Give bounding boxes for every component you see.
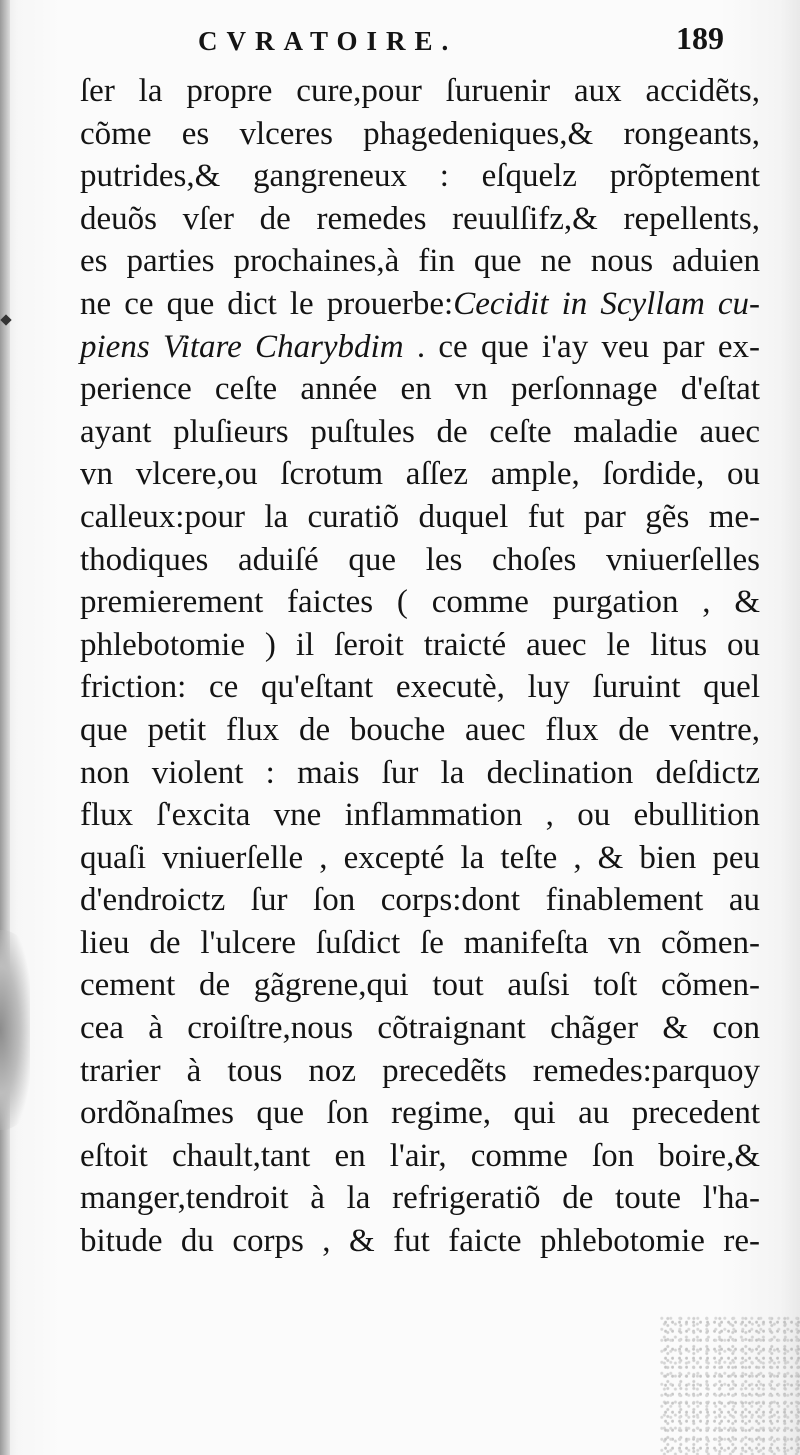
- text-segment: manger,tendroit à la refrigeratiõ de toute l'ha-: [80, 1180, 760, 1217]
- text-line: [80, 198, 760, 241]
- text-line: [80, 113, 760, 156]
- text-line: [80, 368, 760, 411]
- text-line: [80, 752, 760, 795]
- text-segment: d'endroictz ſur ſon corps:dont finablement au: [80, 882, 760, 919]
- text-line: [80, 1007, 760, 1050]
- text-line: [80, 496, 760, 539]
- page-edge-shadow: [0, 930, 30, 1130]
- text-segment: trarier à tous noz precedẽts remedes:parquoy: [80, 1052, 760, 1089]
- text-segment: phlebotomie ) il ſeroit traicté auec le litus ou: [80, 626, 760, 663]
- text-line: [80, 1135, 760, 1178]
- italic-text-segment: Cecidit in Scyllam cu-: [453, 285, 761, 322]
- text-segment: que petit flux de bouche auec flux de ventre,: [80, 711, 760, 748]
- text-segment: es parties prochaines,à fin que ne nous aduien: [80, 243, 760, 280]
- text-line: [80, 326, 760, 369]
- text-segment: putrides,& gangreneux : eſquelz prõptement: [80, 158, 760, 195]
- text-segment: flux ſ'excita vne inflammation , ou ebullition: [80, 797, 760, 834]
- text-line: [80, 794, 760, 837]
- text-line: [80, 539, 760, 582]
- text-line: [80, 155, 760, 198]
- body-text: [80, 70, 760, 1263]
- page-number: 189: [676, 20, 724, 56]
- text-line: [80, 240, 760, 283]
- text-segment: deuõs vſer de remedes reuulſifz,& repellents,: [80, 200, 760, 237]
- text-line: [80, 964, 760, 1007]
- text-line: [80, 837, 760, 880]
- text-line: [80, 1050, 760, 1093]
- text-line: [80, 666, 760, 709]
- text-segment: bitude du corps , & fut faicte phlebotomie re-: [80, 1223, 760, 1260]
- text-segment: . ce que i'ay veu par ex-: [403, 328, 761, 365]
- text-segment: ne ce que dict le prouerbe:: [80, 285, 454, 322]
- text-line: [80, 70, 760, 113]
- text-line: [80, 709, 760, 752]
- text-segment: lieu de l'ulcere ſuſdict ſe manifeſta vn cõmen-: [80, 924, 760, 961]
- text-line: [80, 879, 760, 922]
- page-binding-edge: [0, 0, 10, 1455]
- text-segment: eſtoit chault,tant en l'air, comme ſon boire,&: [80, 1137, 760, 1174]
- text-segment: non violent : mais ſur la declination deſdictz: [80, 754, 760, 791]
- text-line: [80, 1092, 760, 1135]
- text-segment: cea à croiſtre,nous cõtraignant chãger & con: [80, 1010, 760, 1047]
- text-segment: ayant pluſieurs puſtules de ceſte maladie auec: [80, 413, 760, 450]
- running-title: CVRATOIRE.: [198, 26, 458, 56]
- text-line: [80, 581, 760, 624]
- paper-speckle: [660, 1315, 800, 1455]
- italic-text-segment: piens Vitare Charybdim: [80, 328, 404, 365]
- text-line: [80, 1177, 760, 1220]
- text-segment: quaſi vniuerſelle , excepté la teſte , & bien peu: [80, 839, 760, 876]
- text-line: [80, 624, 760, 667]
- text-segment: premierement faictes ( comme purgation , &: [80, 584, 760, 621]
- text-segment: cõme es vlceres phagedeniques,& rongeants,: [80, 115, 760, 152]
- text-segment: cement de gãgrene,qui tout auſsi toſt cõmen-: [80, 967, 760, 1004]
- text-segment: thodiques aduiſé que les choſes vniuerſelles: [80, 541, 760, 578]
- text-line: [80, 411, 760, 454]
- text-line: [80, 922, 760, 965]
- text-line: [80, 453, 760, 496]
- text-line: [80, 1220, 760, 1263]
- text-segment: ſer la propre cure,pour ſuruenir aux accidẽts,: [80, 73, 760, 109]
- text-segment: perience ceſte année en vn perſonnage d'eſtat: [80, 371, 760, 408]
- text-segment: ordõnaſmes que ſon regime, qui au precedent: [80, 1095, 760, 1132]
- text-segment: calleux:pour la curatiõ duquel fut par gẽs me-: [80, 498, 760, 535]
- text-line: [80, 283, 760, 326]
- text-segment: friction: ce qu'eſtant executè, luy ſuruint quel: [80, 669, 760, 706]
- text-segment: vn vlcere,ou ſcrotum aſſez ample, ſordide, ou: [80, 456, 760, 493]
